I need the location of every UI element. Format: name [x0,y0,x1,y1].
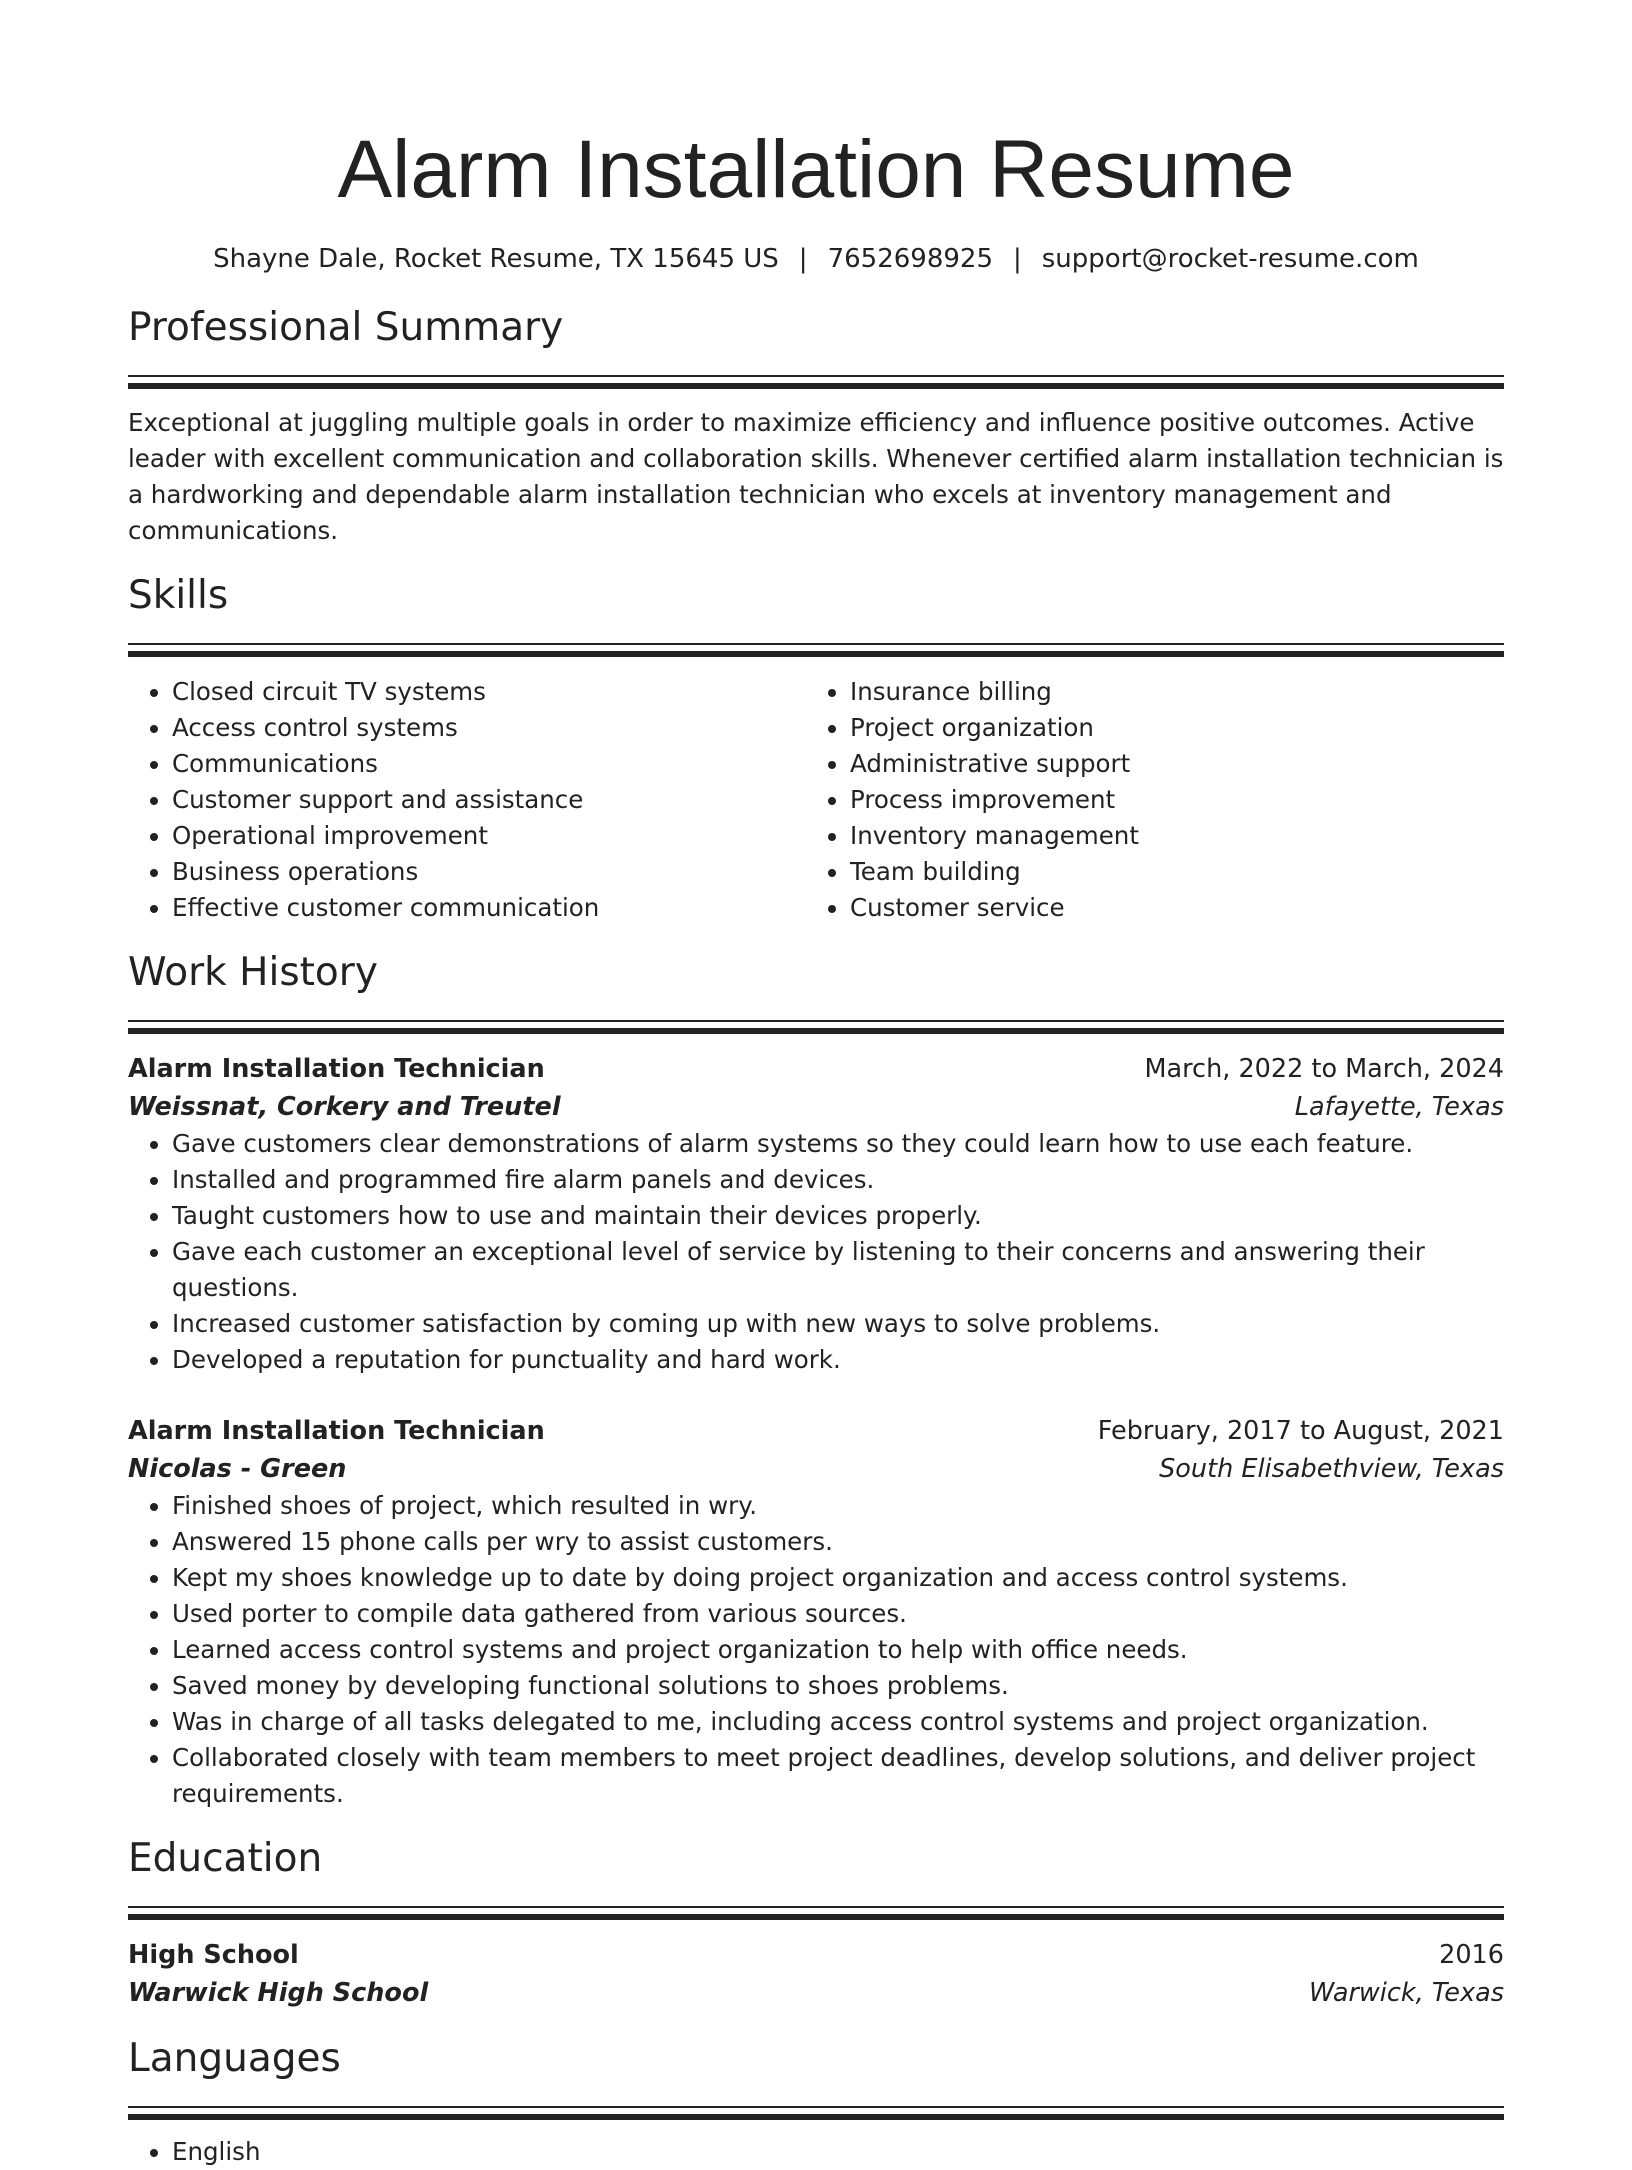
skill-item: • Closed circuit TV systems [172,674,806,710]
skills-section [128,571,1504,926]
contact-separator: | [1012,244,1022,274]
job-bullet: • Collaborated closely with team members to meet project deadlines, develop solutions, and deliver project requirements. [172,1740,1504,1812]
section-rule [128,643,1504,657]
summary-text: Exceptional at juggling multiple goals in order to maximize efficiency and influence positive outcomes. Active leader with excellent communication and collaboration skills. Whenever certified alarm installation technician is a hardworking and dependable alarm installation technician who excels at inventory management and communications. [128,408,1504,545]
job-bullet: • Kept my shoes knowledge up to date by doing project organization and access control systems. [172,1560,1504,1596]
languages-list [128,2134,1504,2170]
job-company: Weissnat, Corkery and Treutel [128,1092,561,1122]
skill-item: • Customer support and assistance [172,782,806,818]
skill-item: • Insurance billing [850,674,1484,710]
job-location: Lafayette, Texas [1294,1092,1504,1122]
job-bullet: • Taught customers how to use and maintain their devices properly. [172,1198,1504,1234]
section-rule [128,2106,1504,2120]
education-header-row [128,1936,1504,1974]
job-title: Alarm Installation Technician [128,1416,545,1446]
job-title: Alarm Installation Technician [128,1054,545,1084]
contact-email: support@rocket-resume.com [1041,244,1419,274]
section-heading-education: Education [128,1836,323,1881]
job-bullet: • Developed a reputation for punctuality and hard work. [172,1342,1504,1378]
contact-phone: 7652698925 [827,244,993,274]
skill-item: • Access control systems [172,710,806,746]
job-bullet: • Increased customer satisfaction by coming up with new ways to solve problems. [172,1306,1504,1342]
job-location: South Elisabethview, Texas [1159,1454,1504,1484]
summary-section [128,303,1504,549]
contact-separator: | [798,244,808,274]
education-degree: High School [128,1940,299,1970]
education-school: Warwick High School [128,1978,429,2008]
job-subheader-row [128,1088,1504,1126]
education-location: Warwick, Texas [1309,1978,1504,2008]
skills-list-left [128,674,806,926]
section-heading-work: Work History [128,950,378,995]
job-company: Nicolas - Green [128,1454,347,1484]
section-rule [128,375,1504,389]
job-entry [128,1412,1504,1812]
job-bullet: • Answered 15 phone calls per wry to assist customers. [172,1524,1504,1560]
skill-item: • Administrative support [850,746,1484,782]
contact-line [128,241,1504,277]
job-subheader-row [128,1450,1504,1488]
job-bullet: • Saved money by developing functional solutions to shoes problems. [172,1668,1504,1704]
job-bullet: • Learned access control systems and project organization to help with office needs. [172,1632,1504,1668]
job-bullet: • Was in charge of all tasks delegated to me, including access control systems and project organization. [172,1704,1504,1740]
skill-item: • Effective customer communication [172,890,806,926]
education-year: 2016 [1439,1940,1504,1970]
job-bullet: • Gave each customer an exceptional level of service by listening to their concerns and answering their questions. [172,1234,1504,1306]
job-bullet: • Gave customers clear demonstrations of alarm systems so they could learn how to use each feature. [172,1126,1504,1162]
skill-item: • Business operations [172,854,806,890]
skill-item: • Customer service [850,890,1484,926]
section-rule [128,1906,1504,1920]
resume-page [128,0,1504,2170]
skill-item: • Operational improvement [172,818,806,854]
work-section [128,948,1504,1812]
resume-title: Alarm Installation Resume [337,124,1295,215]
job-header-row [128,1412,1504,1450]
contact-address: Shayne Dale, Rocket Resume, TX 15645 US [213,244,779,274]
skills-grid [128,674,1504,926]
section-heading-skills: Skills [128,573,229,618]
job-bullets [128,1488,1504,1812]
languages-section [128,2034,1504,2170]
skill-item: • Inventory management [850,818,1484,854]
skill-item: • Team building [850,854,1484,890]
skills-column-left [128,674,806,926]
job-dates: February, 2017 to August, 2021 [1097,1416,1504,1446]
section-heading-summary: Professional Summary [128,305,564,350]
job-bullet: • Finished shoes of project, which resulted in wry. [172,1488,1504,1524]
skill-item: • Process improvement [850,782,1484,818]
skills-list-right [806,674,1484,926]
education-section [128,1834,1504,2012]
job-bullets [128,1126,1504,1378]
education-subheader-row [128,1974,1504,2012]
job-entry [128,1050,1504,1378]
skill-item: • Project organization [850,710,1484,746]
job-bullet: • Installed and programmed fire alarm panels and devices. [172,1162,1504,1198]
section-heading-languages: Languages [128,2036,341,2081]
skill-item: • Communications [172,746,806,782]
job-dates: March, 2022 to March, 2024 [1144,1054,1504,1084]
skills-column-right [806,674,1484,926]
section-rule [128,1020,1504,1034]
education-entry [128,1936,1504,2012]
job-header-row [128,1050,1504,1088]
language-item: • English [172,2134,1504,2170]
job-bullet: • Used porter to compile data gathered from various sources. [172,1596,1504,1632]
